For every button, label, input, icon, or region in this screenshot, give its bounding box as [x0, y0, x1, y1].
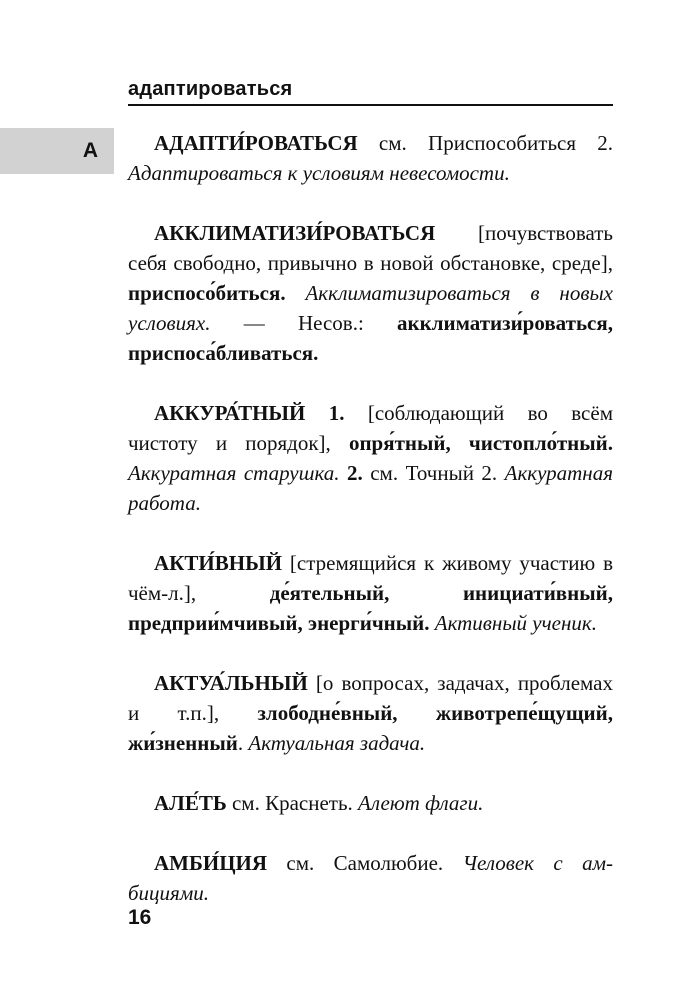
sense-number: 2. [347, 461, 363, 485]
gloss: [стремящийся к живому участию в чём-л.], [128, 551, 613, 605]
usage-example: Актуальная задача. [248, 731, 426, 755]
gloss: [почувствовать себя свободно, привычно в новой обстановке, среде], [128, 221, 613, 275]
entry-aktualny [128, 668, 613, 758]
usage-example: Адаптироваться к условиям невесомости. [128, 161, 510, 185]
usage-example-2: Аккуратная работа. [128, 461, 613, 515]
usage-example: Алеют флаги. [358, 791, 484, 815]
thumb-index-letter: А [82, 139, 98, 162]
cross-reference: см. Точный 2. [362, 461, 505, 485]
entry-akkuratny [128, 398, 613, 518]
imperfective-synonyms: акклиматизи́роваться, приспоса́бливаться. [128, 311, 613, 365]
gloss: [о вопросах, задачах, проблемах и т.п.], [128, 671, 613, 725]
headword: АКТУА́ЛЬНЫЙ [154, 671, 308, 695]
entry-ambitsiya [128, 848, 613, 908]
gloss: [соблюдающий во всём чистоту и порядок], [128, 401, 613, 455]
usage-example: Аккуратная старушка. [128, 461, 348, 485]
header-rule [128, 104, 613, 106]
headword: АМБИ́ЦИЯ [154, 851, 268, 875]
entry-aktivny [128, 548, 613, 638]
headword: АКТИ́ВНЫЙ [154, 551, 283, 575]
cross-reference: см. Самолюбие. [267, 851, 463, 875]
dictionary-entries [128, 128, 613, 938]
synonyms: де́ятельный, инициати́вный, предприи́мчивый, энерги́чный. [128, 581, 613, 635]
synonyms: приспосо́биться. [128, 281, 286, 305]
cross-reference: — Несов.: [210, 311, 398, 335]
entry-alet [128, 788, 613, 818]
synonyms: опря́тный, чистопло́тный. [348, 431, 613, 455]
headword: АДАПТИ́РОВАТЬСЯ [154, 131, 358, 155]
entry-adaptirovatsya [128, 128, 613, 188]
punctuation: . [237, 731, 249, 755]
headword: АККЛИМАТИЗИ́РОВАТЬСЯ [154, 221, 436, 245]
usage-example: Активный ученик. [429, 611, 597, 635]
headword: АККУРА́ТНЫЙ 1. [154, 401, 345, 425]
thumb-index-tab [0, 128, 114, 174]
page-number: 16 [128, 906, 152, 929]
usage-example: Акклиматизироваться в новых условиях. [128, 281, 613, 335]
entry-akklimatizirovatsya [128, 218, 613, 368]
headword: АЛЕ́ТЬ [154, 791, 227, 815]
cross-reference: см. Приспособиться 2. [357, 131, 613, 155]
cross-reference: см. Краснеть. [226, 791, 359, 815]
running-head: адаптироваться [128, 78, 293, 100]
usage-example: Человек с амбициями. [128, 851, 613, 905]
synonyms: злободне́вный, животрепе́щущий, жи́зненный [128, 701, 614, 755]
